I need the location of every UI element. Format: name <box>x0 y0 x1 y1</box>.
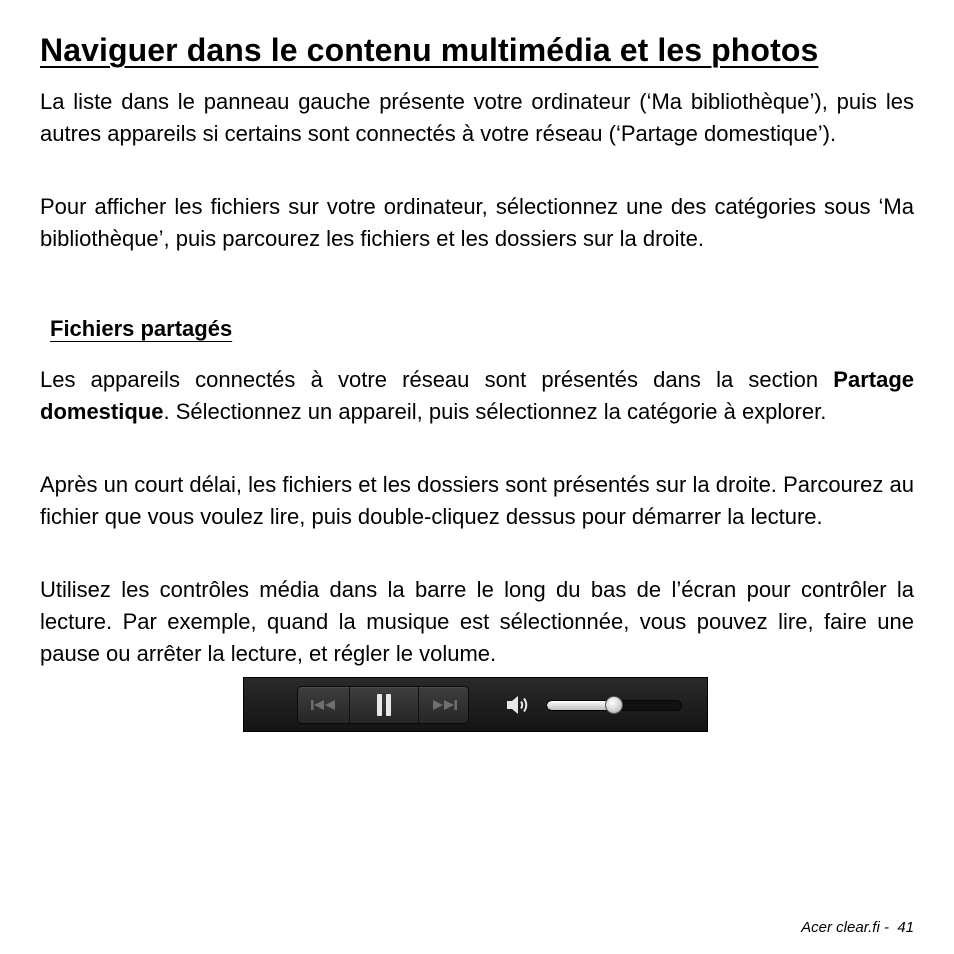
next-button[interactable] <box>419 687 468 723</box>
section-title-shared-files: Fichiers partagés <box>50 316 233 341</box>
skip-next-icon <box>431 699 457 711</box>
bold-term-home-sharing: Partage domestique <box>40 367 914 424</box>
pause-icon <box>376 694 392 716</box>
page-footer <box>801 918 914 938</box>
volume-slider-handle[interactable] <box>605 696 623 714</box>
speaker-volume-icon <box>506 695 530 715</box>
paragraph-browse-files: Après un court délai, les fichiers et les dossiers sont présentés sur la droite. Parcourez au fichier que vous voulez lire, puis double-cliquez dessus pour démarrer la lecture. <box>40 472 914 529</box>
page-title: Naviguer dans le contenu multimédia et les photos <box>40 32 819 68</box>
volume-button[interactable] <box>506 695 530 720</box>
paragraph-text: . Sélectionnez un appareil, puis sélectionnez la catégorie à explorer. <box>163 399 827 424</box>
footer-section-name: Acer clear.fi - <box>801 919 889 936</box>
paragraph-library-list: La liste dans le panneau gauche présente votre ordinateur (‘Ma bibliothèque’), puis les autres appareils si certains sont connectés à votre réseau (‘Partage domestique’). <box>40 89 914 146</box>
paragraph-media-controls: Utilisez les contrôles média dans la barre le long du bas de l’écran pour contrôler la lecture. Par exemple, quand la musique est sélectionnée, vous pouvez lire, faire une pause ou arrêter la lecture, et régler le volume. <box>40 577 914 666</box>
page-number: 41 <box>897 919 914 936</box>
pause-button[interactable] <box>350 687 419 723</box>
paragraph-text: Les appareils connectés à votre réseau sont présentés dans la section <box>40 367 834 392</box>
paragraph-home-sharing <box>40 364 914 428</box>
paragraph-view-files: Pour afficher les fichiers sur votre ordinateur, sélectionnez une des catégories sous ‘Ma bibliothèque’, puis parcourez les fichiers et les dossiers sur la droite. <box>40 194 914 251</box>
previous-button[interactable] <box>298 687 350 723</box>
media-control-bar-figure <box>243 677 708 732</box>
playback-button-group <box>297 686 469 724</box>
skip-previous-icon <box>311 699 337 711</box>
